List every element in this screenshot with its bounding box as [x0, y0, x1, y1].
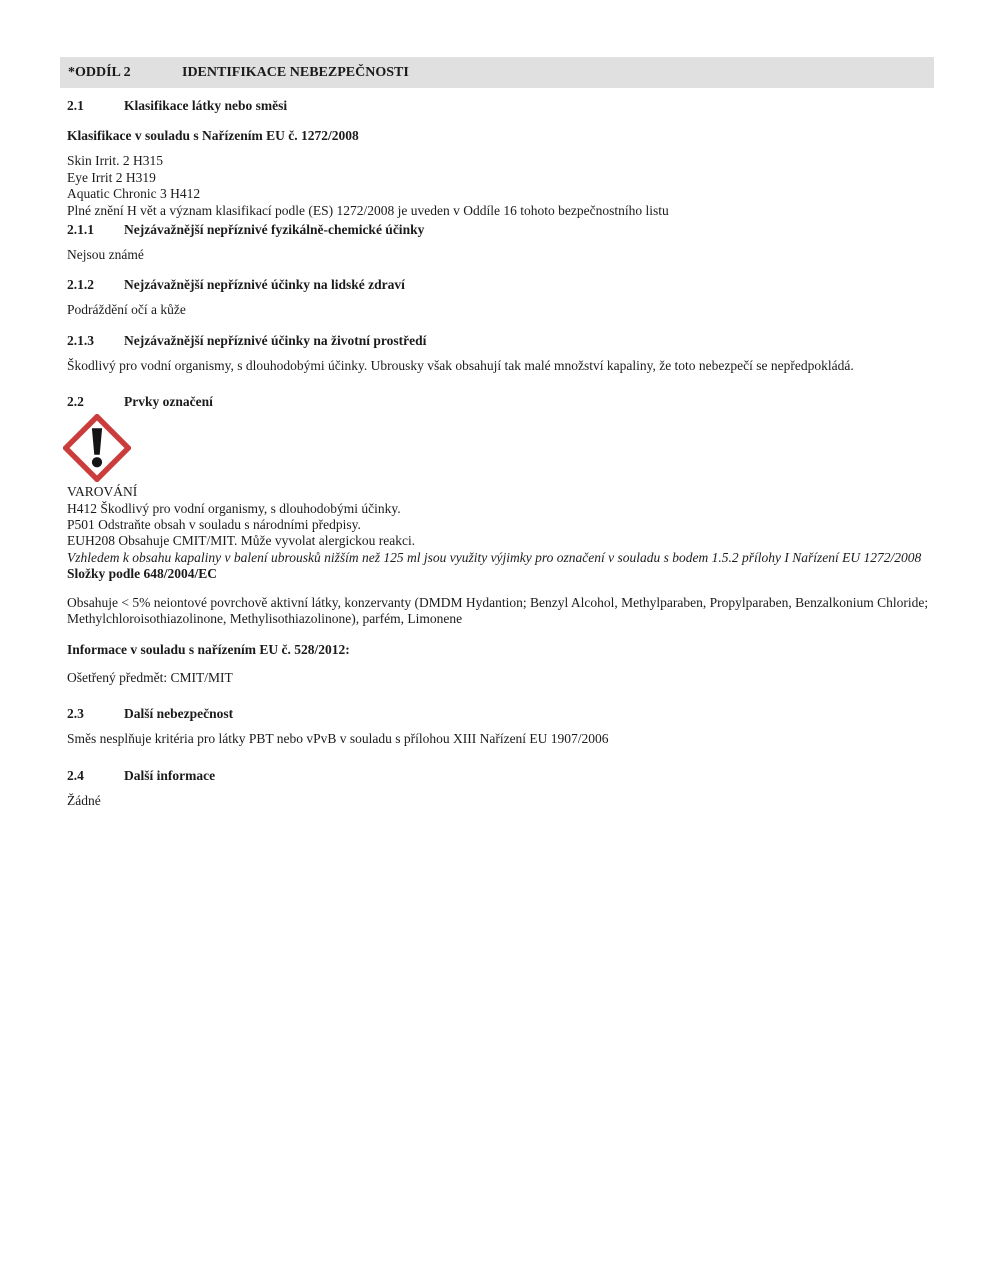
hazard-statements: [67, 501, 934, 550]
heading-number: 2.1.3: [67, 332, 94, 348]
heading-2-1-2: [67, 277, 934, 293]
statement-line: P501 Odstraňte obsah v souladu s národními předpisy.: [67, 517, 361, 533]
classification-line: Aquatic Chronic 3 H412: [67, 186, 201, 202]
heading-number: 2.4: [67, 767, 84, 783]
classification-line: Plné znění H vět a význam klasifikací podle (ES) 1272/2008 je uveden v Oddíle 16 tohoto bezpečnostního listu: [67, 202, 669, 218]
components-body: Obsahuje < 5% neiontové povrchově aktivní látky, konzervanty (DMDM Hydantion; Benzyl Alcohol, Methylparaben, Propylparaben, Benzalkonium Chloride; Methylchloroisothiazolinone, Methylisothiazolinone), parfém, Limonene: [67, 594, 929, 627]
body-2-1-1: Nejsou známé: [67, 247, 144, 263]
heading-title: Nejzávažnější nepříznivé fyzikálně-chemické účinky: [124, 222, 425, 238]
classification-line: Skin Irrit. 2 H315: [67, 153, 163, 169]
body-2-3: Směs nesplňuje kritéria pro látky PBT nebo vPvB v souladu s přílohou XIII Nařízení EU 1907/2006: [67, 731, 609, 747]
heading-number: 2.3: [67, 706, 84, 722]
classification-list: [67, 153, 934, 219]
statement-line: H412 Škodlivý pro vodní organismy, s dlouhodobými účinky.: [67, 500, 401, 516]
heading-2-1-3: [67, 333, 934, 349]
section-header-title: IDENTIFIKACE NEBEZPEČNOSTI: [182, 64, 409, 80]
body-2-1-3: Škodlivý pro vodní organismy, s dlouhodobými účinky. Ubrousky však obsahují tak malé množství kapaliny, že toto nebezpečí se nepředpokládá.: [67, 357, 854, 373]
info-528-heading: Informace v souladu s nařízením EU č. 528/2012:: [67, 641, 350, 657]
body-2-4: Žádné: [67, 792, 101, 808]
heading-2-1-1: [67, 222, 934, 238]
heading-title: Nejzávažnější nepříznivé účinky na lidské zdraví: [124, 277, 405, 293]
heading-title: Prvky označení: [124, 394, 213, 410]
heading-number: 2.2: [67, 394, 84, 410]
info-528-body: Ošetřený předmět: CMIT/MIT: [67, 669, 233, 685]
heading-2-1: [67, 98, 934, 114]
heading-number: 2.1.1: [67, 222, 94, 238]
heading-2-4: [67, 768, 934, 784]
heading-title: Další nebezpečnost: [124, 706, 234, 722]
heading-2-3: [67, 706, 934, 722]
statement-line: EUH208 Obsahuje CMIT/MIT. Může vyvolat alergickou reakci.: [67, 533, 416, 549]
classification-line: Eye Irrit 2 H319: [67, 169, 156, 185]
exemption-note: Vzhledem k obsahu kapaliny v balení ubrousků nižším než 125 ml jsou využity výjimky pro označení v souladu s bodem 1.5.2 přílohy I Nařízení EU 1272/2008: [67, 549, 922, 565]
heading-number: 2.1.2: [67, 277, 94, 293]
heading-title: Klasifikace látky nebo směsi: [124, 98, 288, 113]
signal-word: VAROVÁNÍ: [67, 484, 138, 500]
heading-title: Nejzávažnější nepříznivé účinky na životní prostředí: [124, 332, 427, 348]
heading-number: 2.1: [67, 98, 84, 113]
heading-2-2: [67, 394, 934, 410]
body-2-1-2: Podráždění očí a kůže: [67, 302, 186, 318]
section-header-number: *ODDÍL 2: [68, 64, 131, 80]
classification-heading: Klasifikace v souladu s Nařízením EU č. 1272/2008: [67, 128, 359, 143]
section-header-bar: [60, 57, 934, 88]
components-heading: Složky podle 648/2004/EC: [67, 566, 218, 582]
heading-title: Další informace: [124, 767, 216, 783]
ghs07-exclamation-icon: [63, 414, 131, 482]
